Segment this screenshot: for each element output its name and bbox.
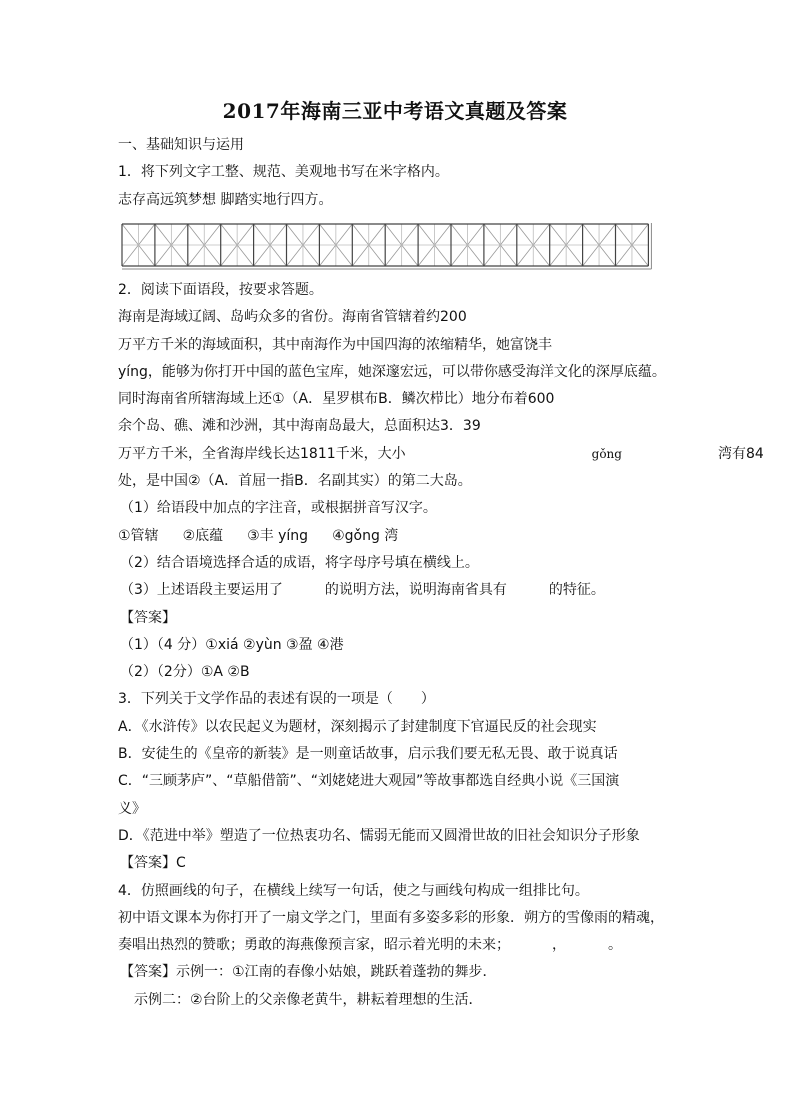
passage-line: [118, 441, 764, 468]
passage-line: 处，是中国②（A．首屈一指B．名副其实）的第二大岛。: [118, 473, 472, 490]
sub-question-1-items: [118, 523, 678, 550]
option-a: A．《水浒传》以农民起义为题材，深刻揭示了封建制度下官逼民反的社会现实: [118, 718, 597, 735]
question-1-text: 志存高远筑梦想 脚踏实地行四方。: [118, 191, 333, 208]
passage-line: 海南是海域辽阔、岛屿众多的省份。海南省管辖着约200: [118, 309, 467, 326]
question-4-line: [118, 932, 678, 959]
option-c: C．“三顾茅庐”、“草船借箭”、“刘姥姥进大观园”等故事都选自经典小说《三国演: [118, 773, 620, 790]
option-b: B．安徒生的《皇帝的新装》是一则童话故事，启示我们要无私无畏、敢于说真话: [118, 746, 618, 763]
answer-2: （2）（2分）①A ②B: [120, 664, 250, 681]
item: ①管辖: [118, 527, 159, 544]
item: ④gǒng 湾: [332, 527, 399, 544]
passage-text: 万平方千米，全省海岸线长达1811千米，大小: [118, 445, 406, 462]
question-2-prompt: 2．阅读下面语段，按要求答题。: [118, 282, 323, 298]
passage-text: 湾有84: [717, 445, 764, 462]
pinyin: gǒng: [591, 446, 622, 461]
text: 的特征。: [548, 582, 605, 599]
passage-line: yíng，能够为你打开中国的蓝色宝库，她深邃宏远，可以带你感受海洋文化的深厚底蕴。: [118, 363, 666, 380]
text: （3）上述语段主要运用了: [120, 582, 283, 599]
answer-label: 【答案】: [120, 609, 176, 626]
text: 。: [608, 937, 622, 954]
option-d: D．《范进中举》塑造了一位热衷功名、懦弱无能而又圆滑世故的旧社会知识分子形象: [118, 827, 640, 844]
sub-question-1: （1）给语段中加点的字注音，或根据拼音写汉字。: [120, 500, 437, 517]
mi-character-grid: [120, 222, 654, 270]
passage-line: 余个岛、礁、滩和沙洲，其中海南岛最大，总面积达3．39: [118, 418, 481, 435]
page-title: 2017年海南三亚中考语文真题及答案: [222, 99, 568, 123]
passage-line: 同时海南省所辖海域上还①（A．星罗棋布B．鳞次栉比）地分布着600: [118, 391, 555, 408]
item: ③丰 yíng: [247, 527, 309, 544]
passage-line: 万平方千米的海域面积，其中南海作为中国四海的浓缩精华，她富饶丰: [118, 336, 552, 353]
question-4-answer-1: 【答案】示例一：①江南的春像小姑娘，跳跃着蓬勃的舞步．: [120, 964, 497, 981]
question-3-prompt: 3．下列关于文学作品的表述有误的一项是（ ）: [118, 691, 435, 708]
text: 奏唱出热烈的赞歌；勇敢的海燕像预言家，昭示着光明的未来；: [118, 937, 510, 954]
question-4-line: 初中语文课本为你打开了一扇文学之门，里面有多姿多彩的形象．朔方的雪像雨的精魂，: [118, 909, 664, 926]
text: ，: [552, 937, 566, 954]
question-2: [118, 277, 764, 1014]
question-4-prompt: 4．仿照画线的句子，在横线上续写一句话，使之与画线句构成一组排比句。: [118, 882, 589, 899]
sub-question-3: [118, 577, 678, 604]
question-3-answer: 【答案】C: [120, 855, 186, 872]
answer-1: （1）（4 分）①xiá ②yùn ③盈 ④港: [120, 636, 344, 653]
question-4-answer-2: 示例二：②台阶上的父亲像老黄牛，耕耘着理想的生活．: [134, 991, 483, 1008]
sub-question-2: （2）结合语境选择合适的成语，将字母序号填在横线上。: [120, 554, 479, 571]
question-1-prompt: 1．将下列文字工整、规范、美观地书写在米字格内。: [118, 164, 449, 181]
section-heading: 一、基础知识与运用: [118, 137, 244, 153]
text: 的说明方法，说明海南省具有: [324, 582, 507, 599]
option-c-cont: 义》: [118, 800, 146, 817]
section-basic-knowledge: [118, 132, 678, 214]
item: ②底蕴: [182, 527, 224, 544]
